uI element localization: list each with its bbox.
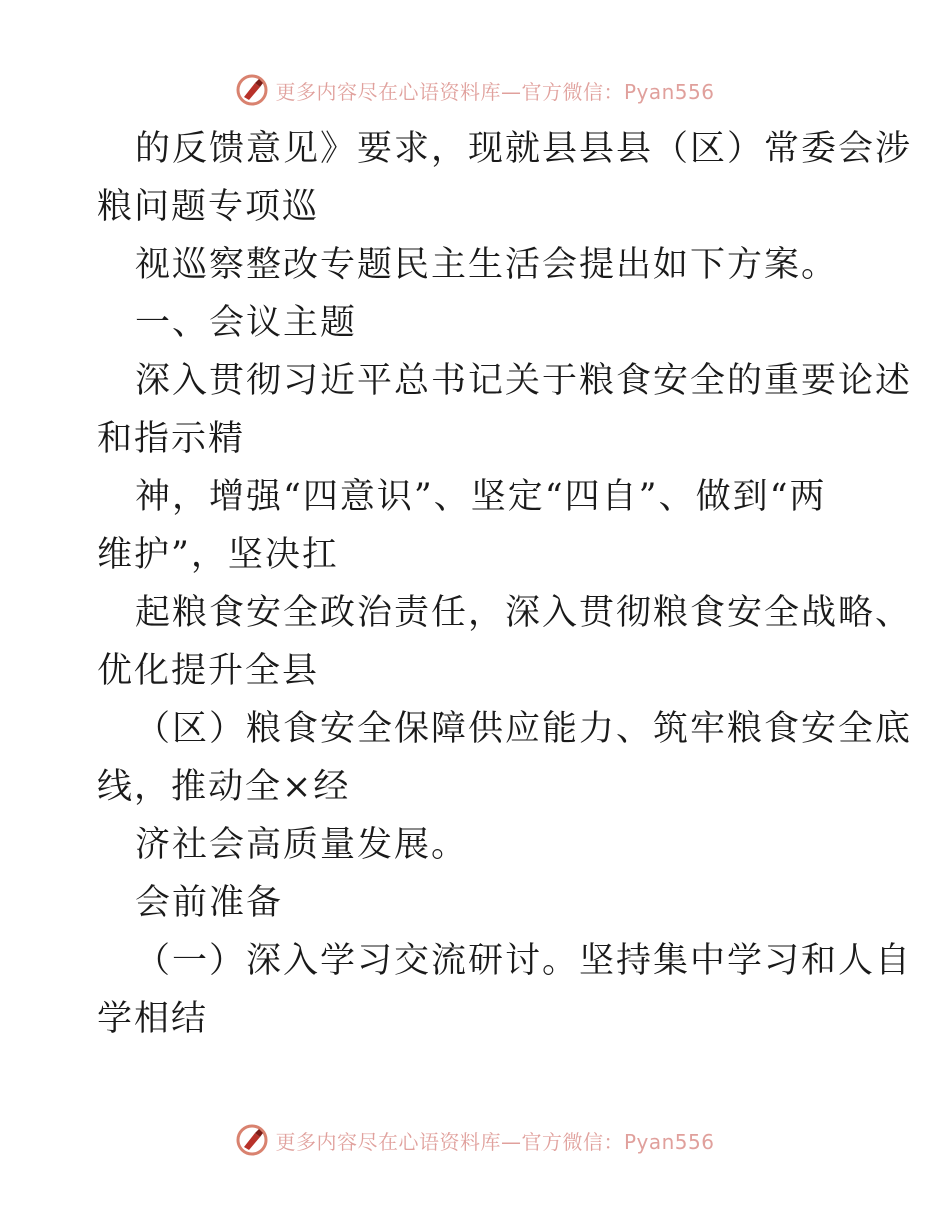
- watermark-text: 更多内容尽在心语资料库—官方微信：Pyan556: [275, 79, 715, 104]
- document-body: [97, 120, 913, 1048]
- text-line: 优化提升全县: [97, 651, 320, 691]
- text-line: 神，增强“四意识”、坚定“四自”、做到“两: [135, 477, 827, 517]
- text-line: 学相结: [97, 999, 209, 1039]
- text-line: 和指示精: [97, 419, 246, 459]
- watermark-header: [0, 70, 950, 110]
- text-line: （区）粮食安全保障供应能力、筑牢粮食安全底: [135, 709, 913, 749]
- text-line: 线，推动全×经: [97, 767, 351, 807]
- text-line: 视巡察整改专题民主生活会提出如下方案。: [135, 245, 839, 285]
- text-line: 起粮食安全政治责任，深入贯彻粮食安全战略、: [135, 593, 913, 633]
- watermark-logo-icon: [235, 73, 269, 107]
- watermark-footer: [0, 1120, 950, 1160]
- text-line: 维护”，坚决扛: [97, 535, 339, 575]
- text-line: 粮问题专项巡: [97, 187, 320, 227]
- watermark-text: 更多内容尽在心语资料库—官方微信：Pyan556: [275, 1129, 715, 1154]
- text-line: 深入贯彻习近平总书记关于粮食安全的重要论述: [135, 361, 913, 401]
- text-line: 的反馈意见》要求，现就县县县（区）常委会涉: [135, 129, 913, 169]
- section-heading: 一、会议主题: [135, 303, 358, 343]
- watermark-logo-icon: [235, 1123, 269, 1157]
- text-line: 济社会高质量发展。: [135, 825, 469, 865]
- section-heading: 会前准备: [135, 883, 284, 923]
- text-line: （一）深入学习交流研讨。坚持集中学习和人自: [135, 941, 913, 981]
